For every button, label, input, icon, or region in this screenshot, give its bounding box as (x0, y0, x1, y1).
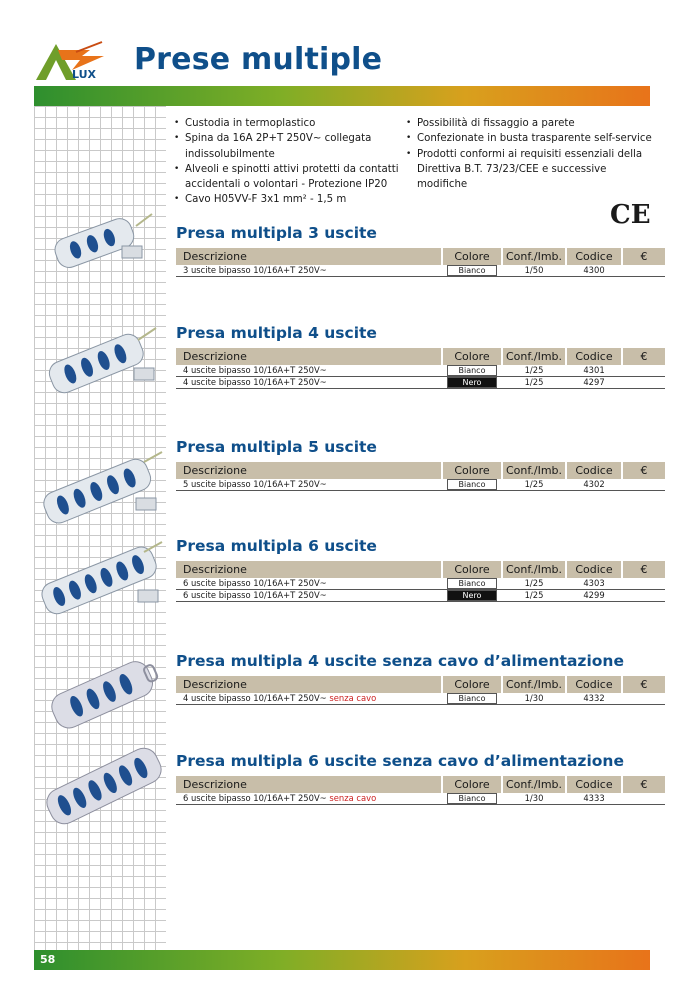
feature-item: • Prodotti conformi ai requisiti essenziali della Direttiva B.T. 73/23/CEE e successive modifiche (406, 147, 656, 193)
header-code: Codice (566, 561, 622, 578)
header-color: Colore (442, 248, 502, 265)
header-conf: Conf./Imb. (502, 776, 566, 793)
feature-item: • Confezionate in busta trasparente self-service (406, 131, 656, 146)
section-3-outlets (176, 224, 650, 277)
product-image-6-outlets (40, 538, 164, 620)
ce-mark: CE (610, 200, 651, 230)
product-table (176, 776, 665, 805)
header-conf: Conf./Imb. (502, 248, 566, 265)
row-code: 4300 (566, 265, 622, 277)
header-conf: Conf./Imb. (502, 462, 566, 479)
row-description: 4 uscite bipasso 10/16A+T 250V~ (176, 377, 442, 389)
brand-logo (32, 40, 124, 82)
feature-item: • Possibilità di fissaggio a parete (406, 116, 656, 131)
header-conf: Conf./Imb. (502, 676, 566, 693)
row-price (622, 590, 665, 602)
table-row (176, 590, 665, 602)
header-price: € (622, 776, 665, 793)
row-code: 4333 (566, 793, 622, 805)
header-code: Codice (566, 776, 622, 793)
product-table (176, 561, 665, 602)
header-conf: Conf./Imb. (502, 348, 566, 365)
table-row (176, 365, 665, 377)
row-conf: 1/25 (502, 479, 566, 491)
row-color: Bianco (442, 479, 502, 491)
row-code: 4303 (566, 578, 622, 590)
row-color: Bianco (442, 578, 502, 590)
table-row (176, 265, 665, 277)
row-conf: 1/30 (502, 793, 566, 805)
header-code: Codice (566, 462, 622, 479)
header-color: Colore (442, 348, 502, 365)
row-conf: 1/25 (502, 365, 566, 377)
row-price (622, 479, 665, 491)
header-price: € (622, 348, 665, 365)
section-5-outlets (176, 438, 650, 491)
row-color: Bianco (442, 693, 502, 705)
header-description: Descrizione (176, 348, 442, 365)
row-price (622, 365, 665, 377)
product-table (176, 462, 665, 491)
feature-item: • Alveoli e spinotti attivi protetti da contatti accidentali o volontari - Protezione IP20 (174, 162, 402, 193)
section-title: Presa multipla 3 uscite (176, 224, 377, 242)
row-conf: 1/25 (502, 377, 566, 389)
section-title: Presa multipla 4 uscite (176, 324, 377, 342)
section-title: Presa multipla 5 uscite (176, 438, 377, 456)
header-price: € (622, 248, 665, 265)
features-left (174, 116, 402, 208)
row-price (622, 265, 665, 277)
table-row (176, 693, 665, 705)
page-title: Prese multiple (134, 42, 383, 77)
row-conf: 1/25 (502, 590, 566, 602)
row-code: 4301 (566, 365, 622, 377)
product-table (176, 348, 665, 389)
feature-item: • Custodia in termoplastico (174, 116, 402, 131)
table-row (176, 479, 665, 491)
product-image-4-outlets (42, 322, 160, 400)
header-color: Colore (442, 561, 502, 578)
section-title: Presa multipla 6 uscite senza cavo d’alimentazione (176, 752, 624, 770)
product-image-6-outlets-no-cable (44, 740, 166, 832)
row-conf: 1/50 (502, 265, 566, 277)
header-price: € (622, 676, 665, 693)
row-color: Bianco (442, 793, 502, 805)
row-description: 6 uscite bipasso 10/16A+T 250V~ (176, 590, 442, 602)
row-description: 6 uscite bipasso 10/16A+T 250V~ senza cavo (176, 793, 442, 805)
table-row (176, 793, 665, 805)
product-image-5-outlets (40, 448, 164, 530)
header-description: Descrizione (176, 676, 442, 693)
header-description: Descrizione (176, 561, 442, 578)
row-note: senza cavo (329, 693, 377, 703)
row-color: Nero (442, 377, 502, 389)
features-right (406, 116, 656, 192)
row-conf: 1/25 (502, 578, 566, 590)
row-color: Bianco (442, 265, 502, 277)
section-title: Presa multipla 6 uscite (176, 537, 377, 555)
section-4-outlets-no-cable (176, 652, 650, 705)
product-table (176, 248, 665, 277)
header-price: € (622, 561, 665, 578)
section-title: Presa multipla 4 uscite senza cavo d’alimentazione (176, 652, 624, 670)
header-description: Descrizione (176, 248, 442, 265)
row-description: 3 uscite bipasso 10/16A+T 250V~ (176, 265, 442, 277)
header-color: Colore (442, 676, 502, 693)
table-row (176, 377, 665, 389)
header-code: Codice (566, 676, 622, 693)
header-color: Colore (442, 462, 502, 479)
header-description: Descrizione (176, 462, 442, 479)
product-image-4-outlets-no-cable (46, 652, 162, 736)
header-color: Colore (442, 776, 502, 793)
row-price (622, 793, 665, 805)
page-number: 58 (40, 953, 56, 966)
row-conf: 1/30 (502, 693, 566, 705)
row-description: 5 uscite bipasso 10/16A+T 250V~ (176, 479, 442, 491)
row-code: 4297 (566, 377, 622, 389)
product-image-3-outlets (44, 206, 156, 276)
section-6-outlets-no-cable (176, 752, 650, 805)
row-code: 4302 (566, 479, 622, 491)
feature-item: • Spina da 16A 2P+T 250V~ collegata indissolubilmente (174, 131, 402, 162)
row-price (622, 578, 665, 590)
header-code: Codice (566, 248, 622, 265)
row-note: senza cavo (329, 793, 377, 803)
row-code: 4299 (566, 590, 622, 602)
row-description: 4 uscite bipasso 10/16A+T 250V~ senza cavo (176, 693, 442, 705)
header-conf: Conf./Imb. (502, 561, 566, 578)
feature-item: • Cavo H05VV-F 3x1 mm² - 1,5 m (174, 192, 402, 207)
footer-color-bar (34, 950, 650, 970)
header-code: Codice (566, 348, 622, 365)
header-description: Descrizione (176, 776, 442, 793)
svg-text:LUX: LUX (72, 68, 97, 81)
row-color: Bianco (442, 365, 502, 377)
section-4-outlets (176, 324, 650, 389)
row-price (622, 377, 665, 389)
row-description: 4 uscite bipasso 10/16A+T 250V~ (176, 365, 442, 377)
product-table (176, 676, 665, 705)
row-description: 6 uscite bipasso 10/16A+T 250V~ (176, 578, 442, 590)
table-row (176, 578, 665, 590)
header-color-bar (34, 86, 650, 106)
row-code: 4332 (566, 693, 622, 705)
section-6-outlets (176, 537, 650, 602)
row-color: Nero (442, 590, 502, 602)
row-price (622, 693, 665, 705)
header-price: € (622, 462, 665, 479)
